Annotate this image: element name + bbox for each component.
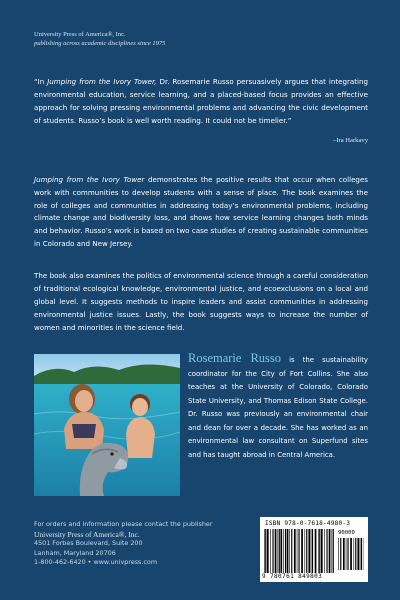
price-barcode — [338, 538, 364, 570]
barcode-bar — [346, 538, 347, 570]
barcode-bar — [289, 529, 290, 573]
barcode-bar — [340, 538, 341, 570]
barcode-bar — [360, 538, 361, 570]
barcode-bar — [355, 538, 356, 570]
barcode-bar — [315, 529, 317, 573]
barcode-bar — [333, 529, 334, 573]
isbn-label: ISBN 978-0-7618-4980-3 — [265, 520, 351, 527]
barcode-box — [260, 517, 368, 582]
barcode-bar — [311, 529, 312, 573]
price-code: 90000 — [338, 530, 355, 536]
description-p1-text: demonstrates the positive results that occur when colleges work with communities to develop students with a sense of place. The book examines the role of colleges and communities in addressing today’s environmental problems, including climate change and biodiversity loss, and shows how service learning changes both minds and behavior. Russo’s work is based on two case studies of creating sustainable communities in Colorado and New Jersey. — [34, 175, 368, 248]
order-address-1: 4501 Forbes Boulevard, Suite 200 — [34, 539, 143, 548]
barcode-bar — [354, 538, 355, 570]
barcode-bar — [264, 529, 265, 573]
barcode-bar — [343, 538, 345, 570]
barcode-bar — [321, 529, 323, 573]
quote-body: Dr. Rosemarie Russo persuasively argues that integrating environmental education, service learning, and a placed-based focus provides an effective approach for solving pressing environmental problems and advancing the civic development of students. Russo’s book is well worth reading. It could not be timelier.” — [34, 77, 368, 125]
barcode-bar — [350, 538, 352, 570]
barcode-bar — [294, 529, 296, 573]
order-line: For orders and information please contact the publisher — [34, 520, 213, 528]
publisher-tagline: publishing across academic disciplines since 1975 — [34, 40, 166, 47]
barcode-bar — [357, 538, 359, 570]
order-contact: 1-800-462-6420 • www.univpress.com — [34, 558, 158, 567]
barcode-bar — [332, 529, 333, 573]
barcode-bar — [301, 529, 303, 573]
barcode-bar — [265, 529, 266, 573]
barcode-bar — [324, 529, 325, 573]
publisher-block — [34, 30, 165, 48]
barcode-bar — [270, 529, 271, 573]
barcode-bar — [306, 529, 307, 573]
barcode-bar — [308, 529, 310, 573]
description-book-title: Jumping from the Ivory Tower — [34, 175, 145, 184]
barcode-bar — [338, 538, 339, 570]
barcode-bar — [278, 529, 279, 573]
order-address-2: Lanham, Maryland 20706 — [34, 548, 116, 557]
barcode-bar — [283, 529, 284, 573]
author-bio-text: is the sustainability coordinator for the City of Fort Collins. She also teaches at the University of Colorado, Colorado State University, and Thomas Edison State College. Dr. Russo was previously an environmental chair and dean for over a decade. She has worked as an environmental law consultant on Superfund sites and has taught abroad in Central America. — [188, 356, 368, 459]
barcode-bar — [318, 529, 319, 573]
barcode-bar — [285, 529, 286, 573]
barcode-bar — [297, 529, 298, 573]
barcode-bar — [361, 538, 362, 570]
barcode-bar — [275, 529, 277, 573]
barcode-bar — [272, 529, 273, 573]
publisher-name: University Press of America®, Inc. — [34, 31, 126, 38]
isbn-barcode — [264, 529, 334, 573]
barcode-bar — [329, 529, 331, 573]
barcode-bar — [305, 529, 306, 573]
quote-attribution: –Ira Harkavy — [333, 137, 368, 144]
barcode-bar — [319, 529, 320, 573]
barcode-bar — [279, 529, 280, 573]
barcode-bar — [326, 529, 327, 573]
author-name: Rosemarie Russo — [188, 351, 282, 365]
quote-pre: “In — [34, 77, 48, 86]
barcode-bar — [287, 529, 289, 573]
barcode-bar — [280, 529, 282, 573]
description-paragraph-2: The book also examines the politics of environmental science through a careful consideration of traditional ecological knowledge, environmental justice, and ecoexclusions on a local and global level. It suggests methods to inspire leaders and assist communities in addressing environmental justice issues. Lastly, the book suggests ways to increase the number of women and minorities in the science field. — [34, 271, 368, 332]
author-photo — [34, 354, 180, 496]
endorsement-quote — [34, 75, 368, 127]
barcode-bar — [347, 538, 348, 570]
barcode-bar — [291, 529, 292, 573]
quote-book-title: Jumping from the Ivory Tower, — [47, 77, 157, 86]
order-info — [34, 520, 212, 568]
barcode-digits: 9 780761 849803 — [262, 573, 323, 580]
description-paragraph-1 — [34, 174, 368, 251]
barcode-bar — [267, 529, 269, 573]
order-publisher: University Press of America®, Inc. — [34, 529, 140, 539]
barcode-bar — [312, 529, 313, 573]
barcode-bar — [298, 529, 299, 573]
author-bio — [188, 352, 368, 462]
